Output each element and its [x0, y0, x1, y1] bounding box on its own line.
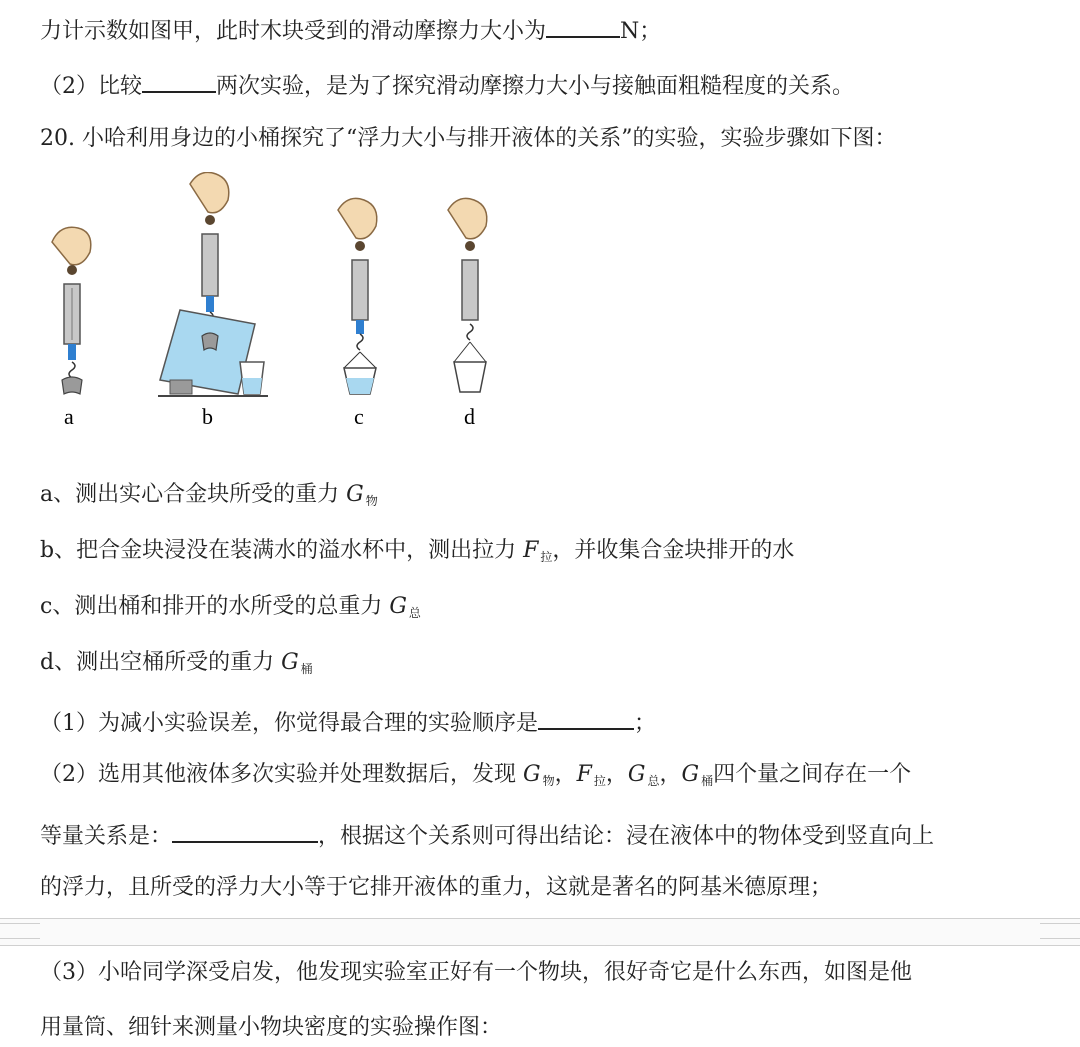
spring-scale-c [338, 198, 377, 394]
experiment-figure [30, 172, 550, 442]
figure-label-d: d [464, 404, 475, 429]
figure-label-c: c [354, 404, 364, 429]
step-a: a、测出实心合金块所受的重力 G $_物$ [40, 482, 378, 508]
question-1: （1）为减小实验误差，你觉得最合理的实验顺序是 ； [40, 704, 656, 739]
question-2-cont: 等量关系是： ，根据这个关系则可得出结论：浸在液体中的物体受到竖直向上 [40, 817, 934, 852]
line-compare: （2）比较 两次实验，是为了探究滑动摩擦力大小与接触面粗糙程度的关系。 [40, 67, 854, 102]
collecting-cup [240, 362, 264, 394]
answer-blank[interactable] [172, 817, 318, 843]
question-3: （3）小哈同学深受启发，他发现实验室正好有一个物块，很好奇它是什么东西，如图是他 [40, 960, 913, 985]
question-2: （2）选用其他液体多次实验并处理数据后，发现 G $_物$，F $_拉$，G $_总$，G $_桶$四个量之间存在一个 [40, 762, 912, 788]
answer-blank[interactable] [546, 12, 620, 38]
figure-label-b: b [202, 404, 213, 429]
spring-scale-b [190, 172, 229, 328]
question-2-conclusion: 的浮力，且所受的浮力大小等于它排开液体的重力，这就是著名的阿基米德原理； [40, 875, 833, 900]
question-20-title: 20. 小哈利用身边的小桶探究了“浮力大小与排开液体的关系”的实验，实验步骤如下图： [40, 126, 897, 151]
step-b: b、把合金块浸没在装满水的溢水杯中，测出拉力 F $_拉$，并收集合金块排开的水 [40, 538, 795, 564]
figure-label-a: a [64, 404, 74, 429]
answer-blank[interactable] [142, 67, 216, 93]
line-friction-reading: 力计示数如图甲，此时木块受到的滑动摩擦力大小为 N； [40, 12, 661, 47]
step-d: d、测出空桶所受的重力 G $_桶$ [40, 650, 313, 676]
spring-scale-a [52, 227, 91, 394]
page-break [0, 918, 1080, 944]
question-3-cont: 用量筒、细针来测量小物块密度的实验操作图： [40, 1015, 503, 1040]
spring-scale-d [448, 198, 487, 392]
answer-blank[interactable] [538, 704, 634, 730]
step-c: c、测出桶和排开的水所受的总重力 G $_总$ [40, 594, 421, 620]
